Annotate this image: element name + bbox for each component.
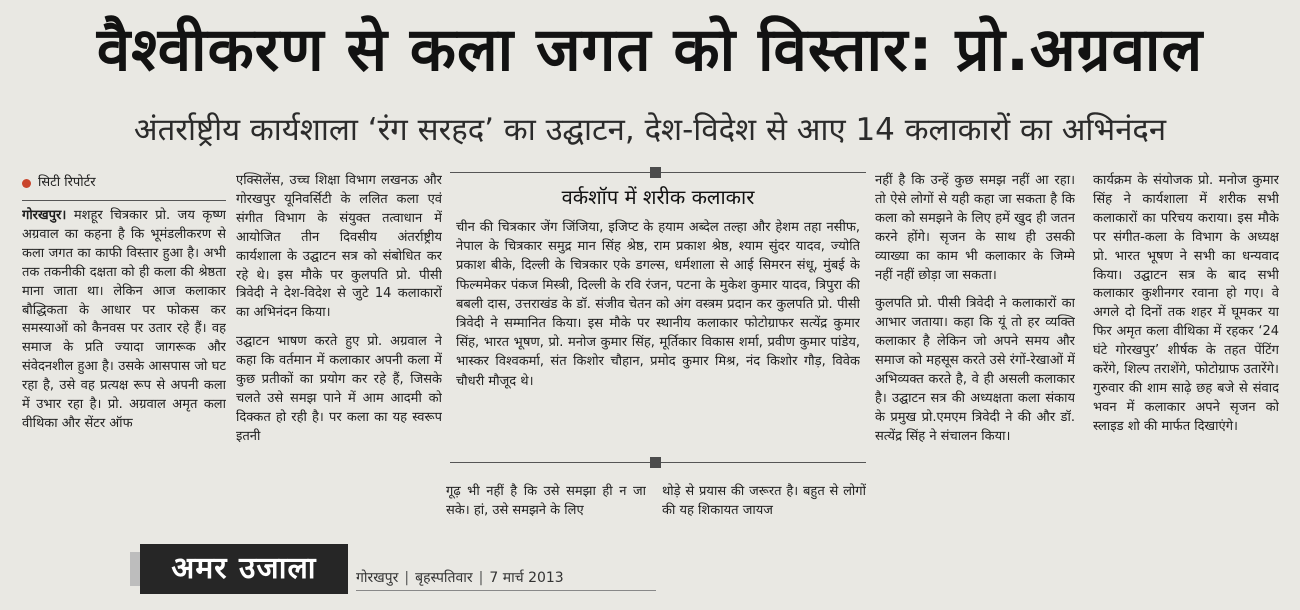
article-paragraph: उद्घाटन भाषण करते हुए प्रो. अग्रवाल ने कहा कि वर्तमान में कलाकार अपनी कला में कुछ प्रतीकों का प्रयोग कर रहे हैं, जिसके चलते उसे समझ पाने में आम आदमी को दिक्कत हो रही है। पर कला का यह स्वरूप इतनी xyxy=(236,334,442,444)
logo-edge xyxy=(130,552,140,586)
article-text: मशहूर चित्रकार प्रो. जय कृष्ण अग्रवाल का कहना है कि भूमंडलीकरण से कला जगत का काफी विस्तार हुआ है। अभी तक तकनीकी दक्षता को ही कला की श्रेष्ठता माना जाता था। लेकिन आज कलाकार बौद्धिकता के आधार पर फोकस कर समस्याओं को कैनवस पर उतार रहे हैं। वह समाज के प्रति ज्यादा जागरूक और संवेदनशील हुआ है। उसके आसपास जो घट रहा है, उसे वह प्रत्यक्ष रूप से अपनी कला में उभार रहा है। प्रो. अग्रवाल अमृत कला वीथिका और सेंटर ऑफ xyxy=(22,208,226,431)
box-top-rule xyxy=(450,172,866,173)
paragraph-gap xyxy=(875,285,1075,295)
square-ornament-icon xyxy=(650,167,661,178)
sidebar-box-title: वर्कशॉप में शरीक कलाकार xyxy=(561,185,755,209)
article-column-4 xyxy=(875,172,1075,532)
footer-dateline xyxy=(356,566,564,590)
article-paragraph: कार्यक्रम के संयोजक प्रो. मनोज कुमार सिंह ने कार्यशाला में शरीक सभी कलाकारों का परिचय कराया। इस मौके पर संगीत-कला के विभाग के अध्यक्ष प्रो. भारत भूषण ने सभी का धन्यवाद किया। उद्घाटन सत्र के बाद सभी कलाकार कुशीनगर रवाना हो गए। वे अगले दो दिनों तक शहर में घूमकर या फिर अमृत कला वीथिका में रहकर ‘24 घंटे गोरखपुर’ शीर्षक के तहत पेंटिंग करेंगे, शिल्प तराशेंगे, फोटोग्राफ उतारेंगे। गुरुवार की शाम साढ़े छह बजे से संवाद भवन में कलाकार अपने सृजन को स्लाइड शो की मार्फत दिखाएंगे। xyxy=(1093,173,1279,434)
footer-rule xyxy=(356,590,656,591)
square-ornament-icon xyxy=(650,457,661,468)
article-column-1 xyxy=(22,172,226,532)
article-column-2 xyxy=(236,172,442,532)
footer-masthead xyxy=(130,540,1290,600)
article-paragraph: कुलपति प्रो. पीसी त्रिवेदी ने कलाकारों का आभार जताया। कहा कि यूं तो हर व्यक्ति कलाकार है लेकिन जो अपने समय और समाज को महसूस करते उसे रंगों-रेखाओं में अभिव्यक्त करते है, वे ही असली कलाकार है। उद्घाटन सत्र की अध्यक्षता कला संकाय के प्रमुख प्रो.एमएम त्रिवेदी ने की और डॉ. सत्येंद्र सिंह ने संचालन किया। xyxy=(875,296,1075,444)
footer-city: गोरखपुर xyxy=(356,570,399,586)
bullet-icon xyxy=(22,179,31,188)
dateline: गोरखपुर। xyxy=(22,208,67,223)
article-column-5 xyxy=(1093,172,1279,532)
separator: | xyxy=(478,570,484,586)
byline-divider xyxy=(22,200,226,201)
article-paragraph xyxy=(22,207,226,434)
separator: | xyxy=(404,570,410,586)
sidebar-box-body: चीन की चित्रकार जेंग जिंजिया, इजिप्ट के हयाम अब्देल तल्हा और हेशम तहा नसीफ, नेपाल के चित्रकार समुद्र मान सिंह श्रेष्ठ, राम प्रकाश श्रेष्ठ, श्याम सुंदर यादव, ज्योति प्रकाश बीके, दिल्ली के चित्रकार एके डगल्स, धर्मशाला से आई सिमरन संधू, मुंबई के फिल्ममेकर पंकज मिस्त्री, दिल्ली के रवि रंजन, पटना के मुकेश कुमार यादव, त्रिपुरा की बबली दास, उत्तराखंड के डॉ. संजीव चेतन को अंग वस्त्रम प्रदान कर कुलपति प्रो. पीसी त्रिवेदी ने सम्मानित किया। इस मौके पर स्थानीय कलाकार फोटोग्राफर सत्येंद्र कुमार सिंह, भारत भूषण, प्रो. मनोज कुमार सिंह, मूर्तिकार विकास शर्मा, प्रवीण कुमार पांडेय, भास्कर विश्वकर्मा, संत किशोर चौहान, प्रमोद कुमार मिश्र, नंद किशोर गौड़, विवेक चौधरी मौजूद थे। xyxy=(456,220,860,389)
article-continuation-a: गूढ़ भी नहीं है कि उसे समझा ही न जा सके। हां, उसे समझने के लिए xyxy=(446,484,646,518)
article-paragraph: नहीं है कि उन्हें कुछ समझ नहीं आ रहा। तो ऐसे लोगों से यही कहा जा सकता है कि कला को समझने के लिए हमें खुद ही जतन करने होंगे। सृजन के साथ ही उसकी व्याख्या का काम भी कलाकार के जिम्मे नहीं नहीं छोड़ा जा सकता। xyxy=(875,173,1075,283)
box-bottom-rule xyxy=(450,462,866,463)
byline xyxy=(22,172,226,194)
byline-text: सिटी रिपोर्टर xyxy=(38,174,96,190)
newspaper-logo: अमर उजाला xyxy=(140,544,348,594)
subheadline: अंतर्राष्ट्रीय कार्यशाला ‘रंग सरहद’ का उद्घाटन, देश-विदेश से आए 14 कलाकारों का अभिनंदन xyxy=(133,112,1167,148)
footer-day: बृहस्पतिवार xyxy=(415,570,473,586)
article-continuation-b: थोड़े से प्रयास की जरूरत है। बहुत से लोगों की यह शिकायत जायज xyxy=(662,484,866,518)
footer-date: 7 मार्च 2013 xyxy=(489,570,564,586)
headline: वैश्वीकरण से कला जगत को विस्तार: प्रो.अग्रवाल xyxy=(96,15,1204,85)
paragraph-gap xyxy=(236,323,442,333)
article-paragraph: एक्सिलेंस, उच्च शिक्षा विभाग लखनऊ और गोरखपुर यूनिवर्सिटी के ललित कला एवं संगीत विभाग के संयुक्त तत्वाधान में आयोजित तीन दिवसीय अंतर्राष्ट्रीय कार्यशाला के उद्घाटन सत्र को संबोधित कर रहे थे। इस मौके पर कुलपति प्रो. पीसी त्रिवेदी ने देश-विदेश से जुटे 14 कलाकारों का अभिनंदन किया। xyxy=(236,173,442,321)
